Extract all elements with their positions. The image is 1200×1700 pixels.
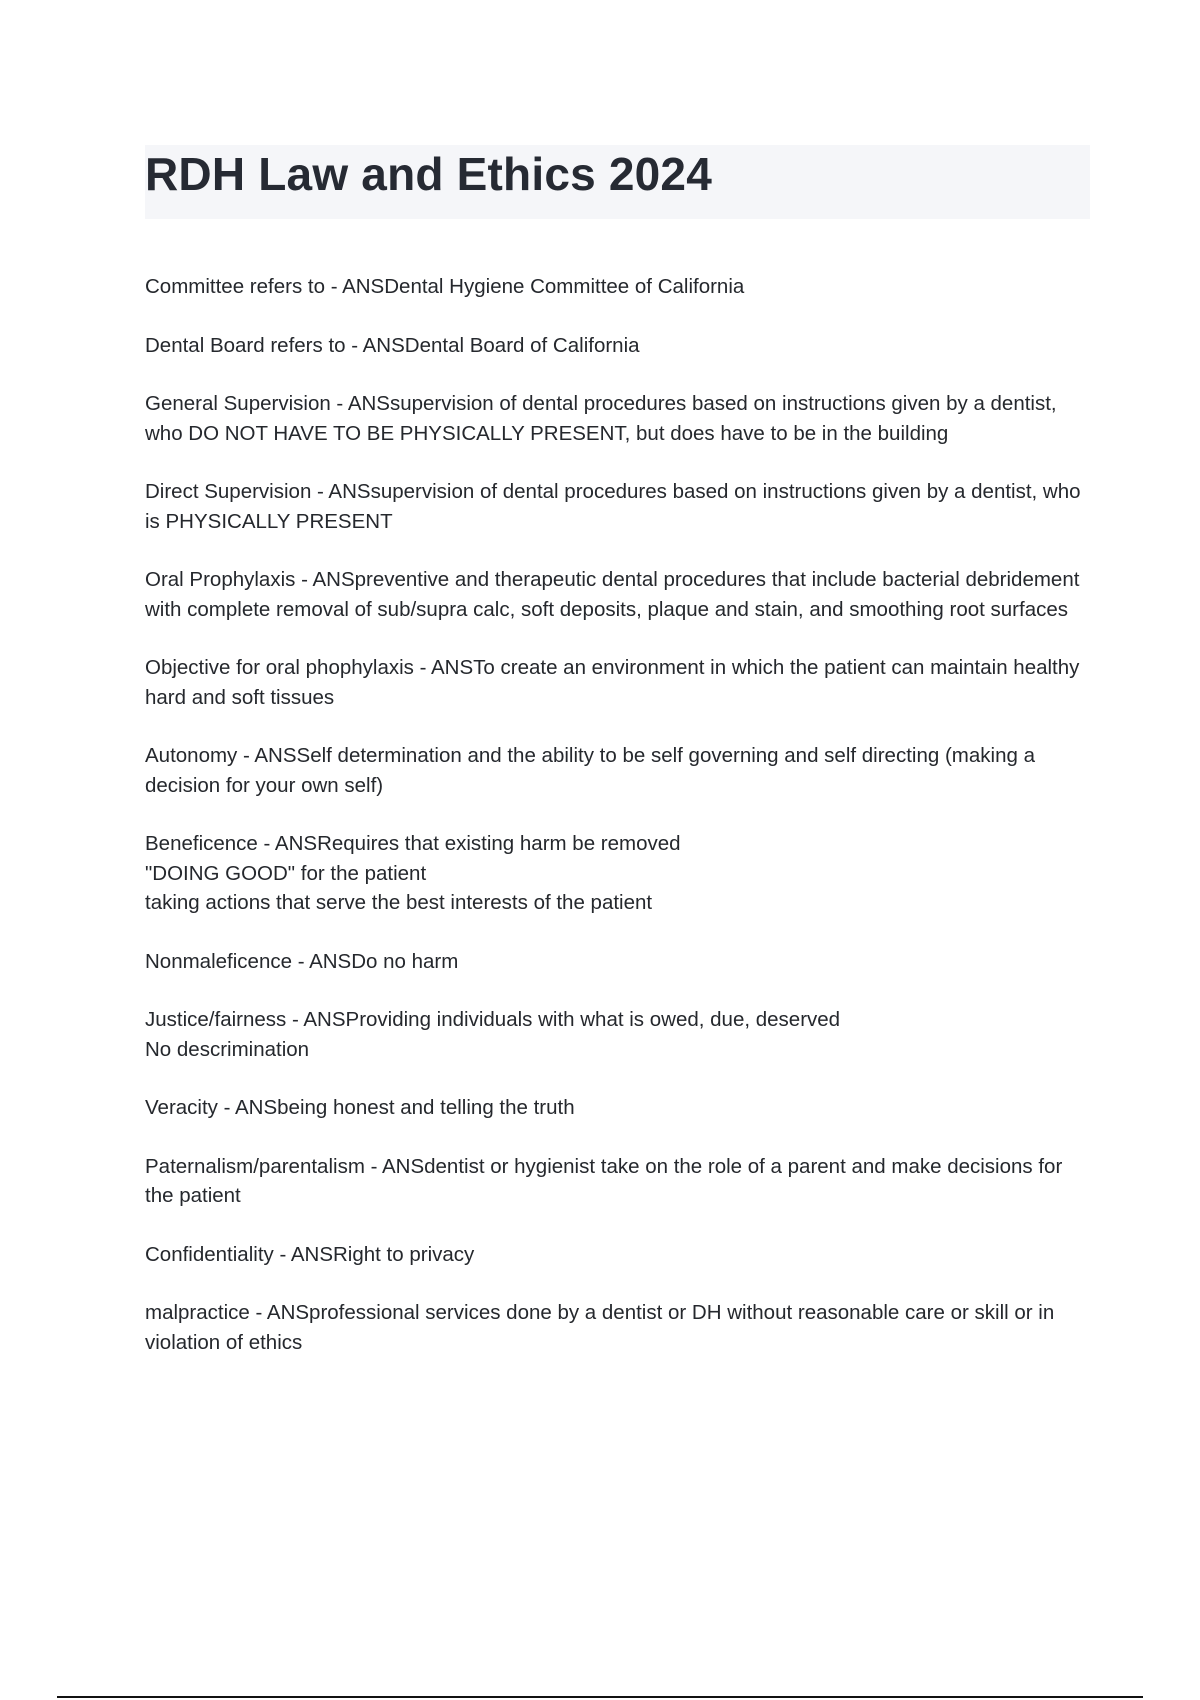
entry-direct-supervision: Direct Supervision - ANSsupervision of dental procedures based on instructions given by a dentist, who is PHYSICALLY PRESENT	[145, 480, 1081, 533]
entry-general-supervision: General Supervision - ANSsupervision of dental procedures based on instructions given by a dentist, who DO NOT HAVE TO BE PHYSICALLY PRESENT, but does have to be in the building	[145, 392, 1057, 445]
entry-beneficence: Beneficence - ANSRequires that existing harm be removed "DOING GOOD" for the patient taking actions that serve the best interests of the patient	[145, 832, 681, 914]
entry-list	[145, 272, 1090, 1386]
entry-confidentiality: Confidentiality - ANSRight to privacy	[145, 1242, 475, 1266]
entry-veracity: Veracity - ANSbeing honest and telling the truth	[145, 1096, 575, 1119]
title-banner	[145, 145, 1090, 219]
entry-malpractice: malpractice - ANSprofessional services done by a dentist or DH without reasonable care or skill or in violation of ethics	[145, 1301, 1055, 1354]
entry-nonmaleficence: Nonmaleficence - ANSDo no harm	[145, 949, 459, 973]
entry-autonomy: Autonomy - ANSSelf determination and the ability to be self governing and self directing (making a decision for your own self)	[145, 744, 1035, 797]
footer-divider	[57, 1696, 1143, 1698]
entry-oral-prophylaxis: Oral Prophylaxis - ANSpreventive and therapeutic dental procedures that include bacterial debridement with complete removal of sub/supra calc, soft deposits, plaque and stain, and smoothing root surfaces	[145, 568, 1080, 621]
entry-paternalism: Paternalism/parentalism - ANSdentist or hygienist take on the role of a parent and make decisions for the patient	[145, 1154, 1063, 1207]
entry-objective-prophylaxis: Objective for oral phophylaxis - ANSTo create an environment in which the patient can maintain healthy hard and soft tissues	[145, 656, 1080, 709]
entry-dental-board: Dental Board refers to - ANSDental Board of California	[145, 333, 640, 357]
page-title: RDH Law and Ethics 2024	[145, 148, 712, 200]
entry-committee: Committee refers to - ANSDental Hygiene Committee of California	[145, 275, 745, 298]
entry-justice: Justice/fairness - ANSProviding individuals with what is owed, due, deserved No descrimination	[145, 1008, 841, 1061]
